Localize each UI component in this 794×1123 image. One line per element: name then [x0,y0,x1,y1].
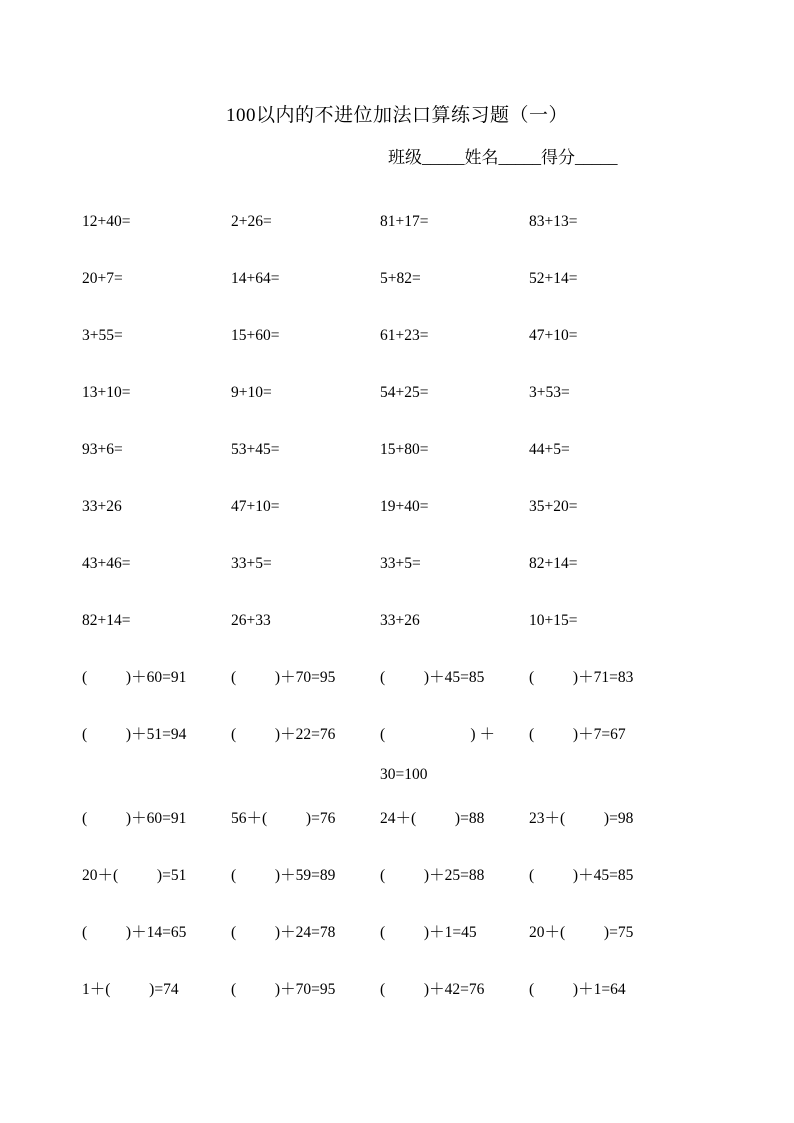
problem-item: 12+40= [82,213,131,230]
problem-item: ( )＋71=83 [529,669,634,686]
problem-item: 13+10= [82,384,131,401]
problem-item: ( )＋60=91 [82,810,187,827]
problem-row [82,552,682,609]
problem-item: 44+5= [529,441,570,458]
problem-row [82,723,682,807]
problem-item: ( )＋60=91 [82,669,187,686]
problem-item: 3+55= [82,327,123,344]
problem-item: ( )＋42=76 [380,981,485,998]
problem-row [82,864,682,921]
problem-item: ( )＋24=78 [231,924,336,941]
problem-item: 52+14= [529,270,578,287]
problem-item: 47+10= [529,327,578,344]
problem-item: ( )＋22=76 [231,726,336,743]
problem-item: 33+5= [231,555,272,572]
problem-item: 33+5= [380,555,421,572]
problem-item: ( )＋14=65 [82,924,187,941]
problem-item: 82+14= [82,612,131,629]
problem-row [82,921,682,978]
problem-item: 61+23= [380,327,429,344]
problem-item: 15+60= [231,327,280,344]
problem-item: 35+20= [529,498,578,515]
problem-item: 19+40= [380,498,429,515]
problem-row [82,267,682,324]
problem-item: 10+15= [529,612,578,629]
problem-item: 20＋( )=51 [82,867,187,884]
problem-item: ( )＋70=95 [231,981,336,998]
problem-item: 47+10= [231,498,280,515]
worksheet-title: 100以内的不进位加法口算练习题（一） [225,105,568,126]
problem-item: ( )＋45=85 [529,867,634,884]
problem-row [82,324,682,381]
problem-item: 56＋( )=76 [231,810,336,827]
problem-item: 14+64= [231,270,280,287]
problem-item: 81+17= [380,213,429,230]
problem-item: ( )＋51=94 [82,726,187,743]
problem-row [82,807,682,864]
problem-item: 82+14= [529,555,578,572]
problem-row [82,495,682,552]
problem-row [82,609,682,666]
problem-grid [82,210,682,1035]
problem-item: ( )＋45=85 [380,669,485,686]
problem-item: ( )＋70=95 [231,669,336,686]
problem-item: 53+45= [231,441,280,458]
problem-item: 43+46= [82,555,131,572]
student-info-line: 班级_____姓名_____得分_____ [388,148,618,167]
problem-item: ( ) ＋ 30=100 [380,726,499,783]
problem-item: ( )＋25=88 [380,867,485,884]
problem-item: 93+6= [82,441,123,458]
problem-item: 33+26 [82,498,122,515]
problem-item: 23＋( )=98 [529,810,634,827]
problem-item: ( )＋7=67 [529,726,626,743]
problem-item: 20＋( )=75 [529,924,634,941]
problem-row [82,978,682,1035]
problem-item: 26+33 [231,612,271,629]
problem-item: 1＋( )=74 [82,981,179,998]
problem-item: 24＋( )=88 [380,810,485,827]
problem-row [82,381,682,438]
problem-item: 3+53= [529,384,570,401]
problem-item: ( )＋1=45 [380,924,477,941]
problem-item: 5+82= [380,270,421,287]
problem-item: 20+7= [82,270,123,287]
problem-row [82,210,682,267]
problem-row [82,438,682,495]
problem-item: 83+13= [529,213,578,230]
problem-item: 2+26= [231,213,272,230]
problem-item: 15+80= [380,441,429,458]
problem-item: 33+26 [380,612,420,629]
problem-item: 54+25= [380,384,429,401]
problem-item: ( )＋59=89 [231,867,336,884]
problem-item: 9+10= [231,384,272,401]
problem-item: ( )＋1=64 [529,981,626,998]
